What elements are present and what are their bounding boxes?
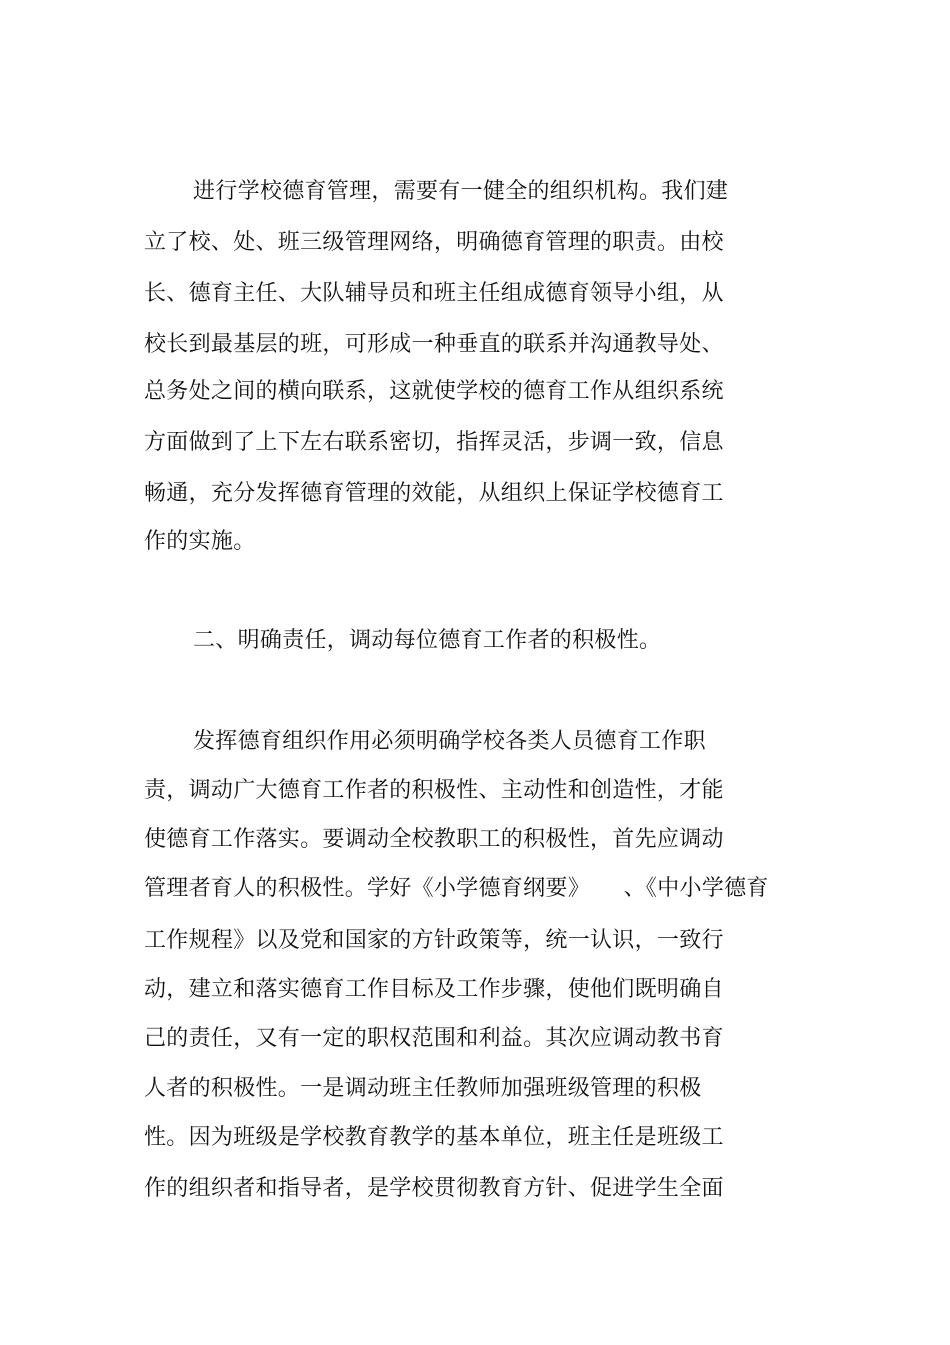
paragraph-2-line-7: 己的责任，又有一定的职权范围和利益。其次应调动教书育	[144, 1026, 724, 1051]
paragraph-1-line-4: 校长到最基层的班，可形成一种垂直的联系并沟通教导处、	[144, 332, 724, 357]
paragraph-1-line-3: 长、德育主任、大队辅导员和班主任组成德育领导小组，从	[144, 281, 724, 306]
paragraph-1-line-2: 立了校、处、班三级管理网络，明确德育管理的职责。由校	[144, 230, 724, 255]
paragraph-2-line-1: 发挥德育组织作用必须明确学校各类人员德育工作职	[193, 729, 706, 754]
paragraph-2-line-3: 使德育工作落实。要调动全校教职工的积极性，首先应调动	[144, 827, 724, 852]
paragraph-1-line-6: 方面做到了上下左右联系密切，指挥灵活，步调一致，信息	[144, 430, 724, 455]
paragraph-2-line-9: 性。因为班级是学校教育教学的基本单位，班主任是班级工	[144, 1125, 724, 1150]
paragraph-2-line-5: 工作规程》以及党和国家的方针政策等，统一认识，一致行	[144, 928, 724, 953]
paragraph-2-line-10: 作的组织者和指导者，是学校贯彻教育方针、促进学生全面	[144, 1176, 724, 1201]
section-heading-2: 二、明确责任，调动每位德育工作者的积极性。	[193, 628, 662, 653]
paragraph-1-line-5: 总务处之间的横向联系，这就使学校的德育工作从组织系统	[144, 379, 724, 404]
paragraph-2-line-8: 人者的积极性。一是调动班主任教师加强班级管理的积极	[144, 1076, 702, 1101]
paragraph-2-line-6: 动，建立和落实德育工作目标及工作步骤，使他们既明确自	[144, 977, 724, 1002]
paragraph-2-line-4: 管理者育人的积极性。学好《小学德育纲要》 、《中小学德育	[144, 876, 769, 901]
paragraph-2-line-2: 责，调动广大德育工作者的积极性、主动性和创造性，才能	[144, 778, 724, 803]
paragraph-1-line-7: 畅通，充分发挥德育管理的效能，从组织上保证学校德育工	[144, 481, 724, 506]
paragraph-1-line-1: 进行学校德育管理，需要有一健全的组织机构。我们建	[193, 179, 729, 204]
paragraph-1-line-8: 作的实施。	[144, 529, 256, 554]
